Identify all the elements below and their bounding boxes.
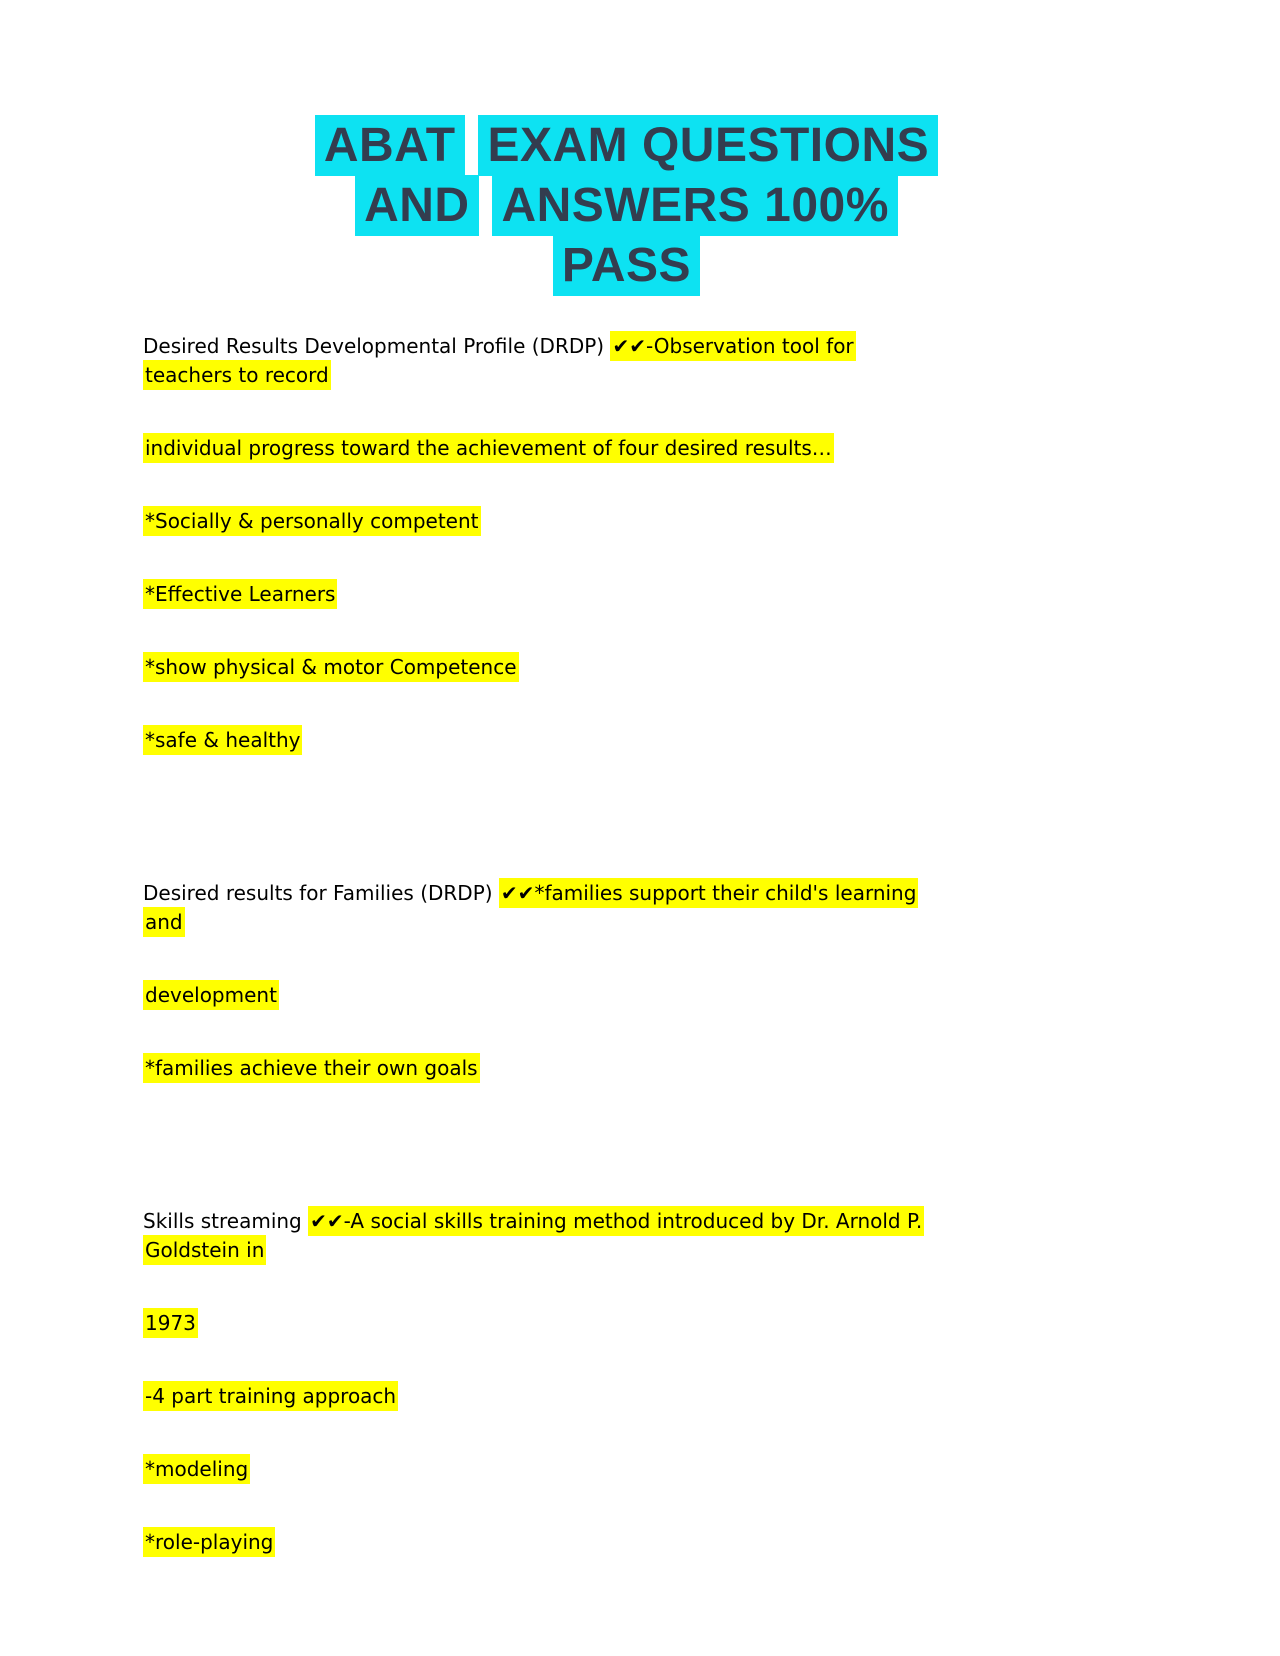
paragraph bbox=[143, 653, 1130, 682]
paragraph bbox=[143, 580, 1130, 609]
paragraph bbox=[143, 1455, 1130, 1484]
paragraph bbox=[143, 981, 1130, 1010]
highlighted-text-segment: *modeling bbox=[143, 1454, 250, 1484]
paragraph bbox=[143, 1309, 1130, 1338]
highlighted-text-segment: ✔✔*families support their child's learning bbox=[499, 878, 919, 908]
highlighted-text-segment: *Effective Learners bbox=[143, 579, 337, 609]
highlighted-text-segment: *safe & healthy bbox=[143, 725, 302, 755]
title-highlight-segment: AND bbox=[355, 175, 479, 236]
title-highlight-segment: ABAT bbox=[315, 115, 465, 176]
highlighted-text-segment: ✔✔-A social skills training method introduced by Dr. Arnold P. bbox=[308, 1206, 924, 1236]
highlighted-text-segment: *role-playing bbox=[143, 1527, 275, 1557]
paragraph bbox=[143, 507, 1130, 536]
highlighted-text-segment: -4 part training approach bbox=[143, 1381, 398, 1411]
highlighted-text-segment: individual progress toward the achievement of four desired results… bbox=[143, 433, 834, 463]
paragraph bbox=[143, 726, 1130, 755]
highlighted-text-segment: Goldstein in bbox=[143, 1235, 266, 1265]
paragraph bbox=[143, 1382, 1130, 1411]
text-segment: Desired results for Families (DRDP) bbox=[143, 881, 499, 905]
highlighted-text-segment: *Socially & personally competent bbox=[143, 506, 481, 536]
text-segment: Desired Results Developmental Profile (DRDP) bbox=[143, 334, 611, 358]
text-segment: Skills streaming bbox=[143, 1209, 309, 1233]
title-highlight-segment: EXAM QUESTIONS bbox=[478, 115, 938, 176]
highlighted-text-segment: and bbox=[143, 907, 185, 937]
title-highlight-segment: PASS bbox=[553, 235, 700, 296]
title-line bbox=[163, 176, 1090, 236]
title-line bbox=[163, 116, 1090, 176]
title-line bbox=[163, 236, 1090, 296]
title-highlight-segment: ANSWERS 100% bbox=[492, 175, 897, 236]
highlighted-text-segment: 1973 bbox=[143, 1308, 198, 1338]
paragraph bbox=[143, 1207, 1130, 1265]
paragraph bbox=[143, 1054, 1130, 1083]
paragraph bbox=[143, 879, 1130, 937]
highlighted-text-segment: development bbox=[143, 980, 279, 1010]
document-title bbox=[163, 116, 1090, 296]
paragraph bbox=[143, 1528, 1130, 1557]
highlighted-text-segment: teachers to record bbox=[143, 360, 331, 390]
paragraph bbox=[143, 434, 1130, 463]
highlighted-text-segment: *families achieve their own goals bbox=[143, 1053, 480, 1083]
document-body bbox=[143, 332, 1130, 1557]
highlighted-text-segment: *show physical & motor Competence bbox=[143, 652, 519, 682]
paragraph bbox=[143, 332, 1130, 390]
highlighted-text-segment: ✔✔-Observation tool for bbox=[610, 331, 855, 361]
